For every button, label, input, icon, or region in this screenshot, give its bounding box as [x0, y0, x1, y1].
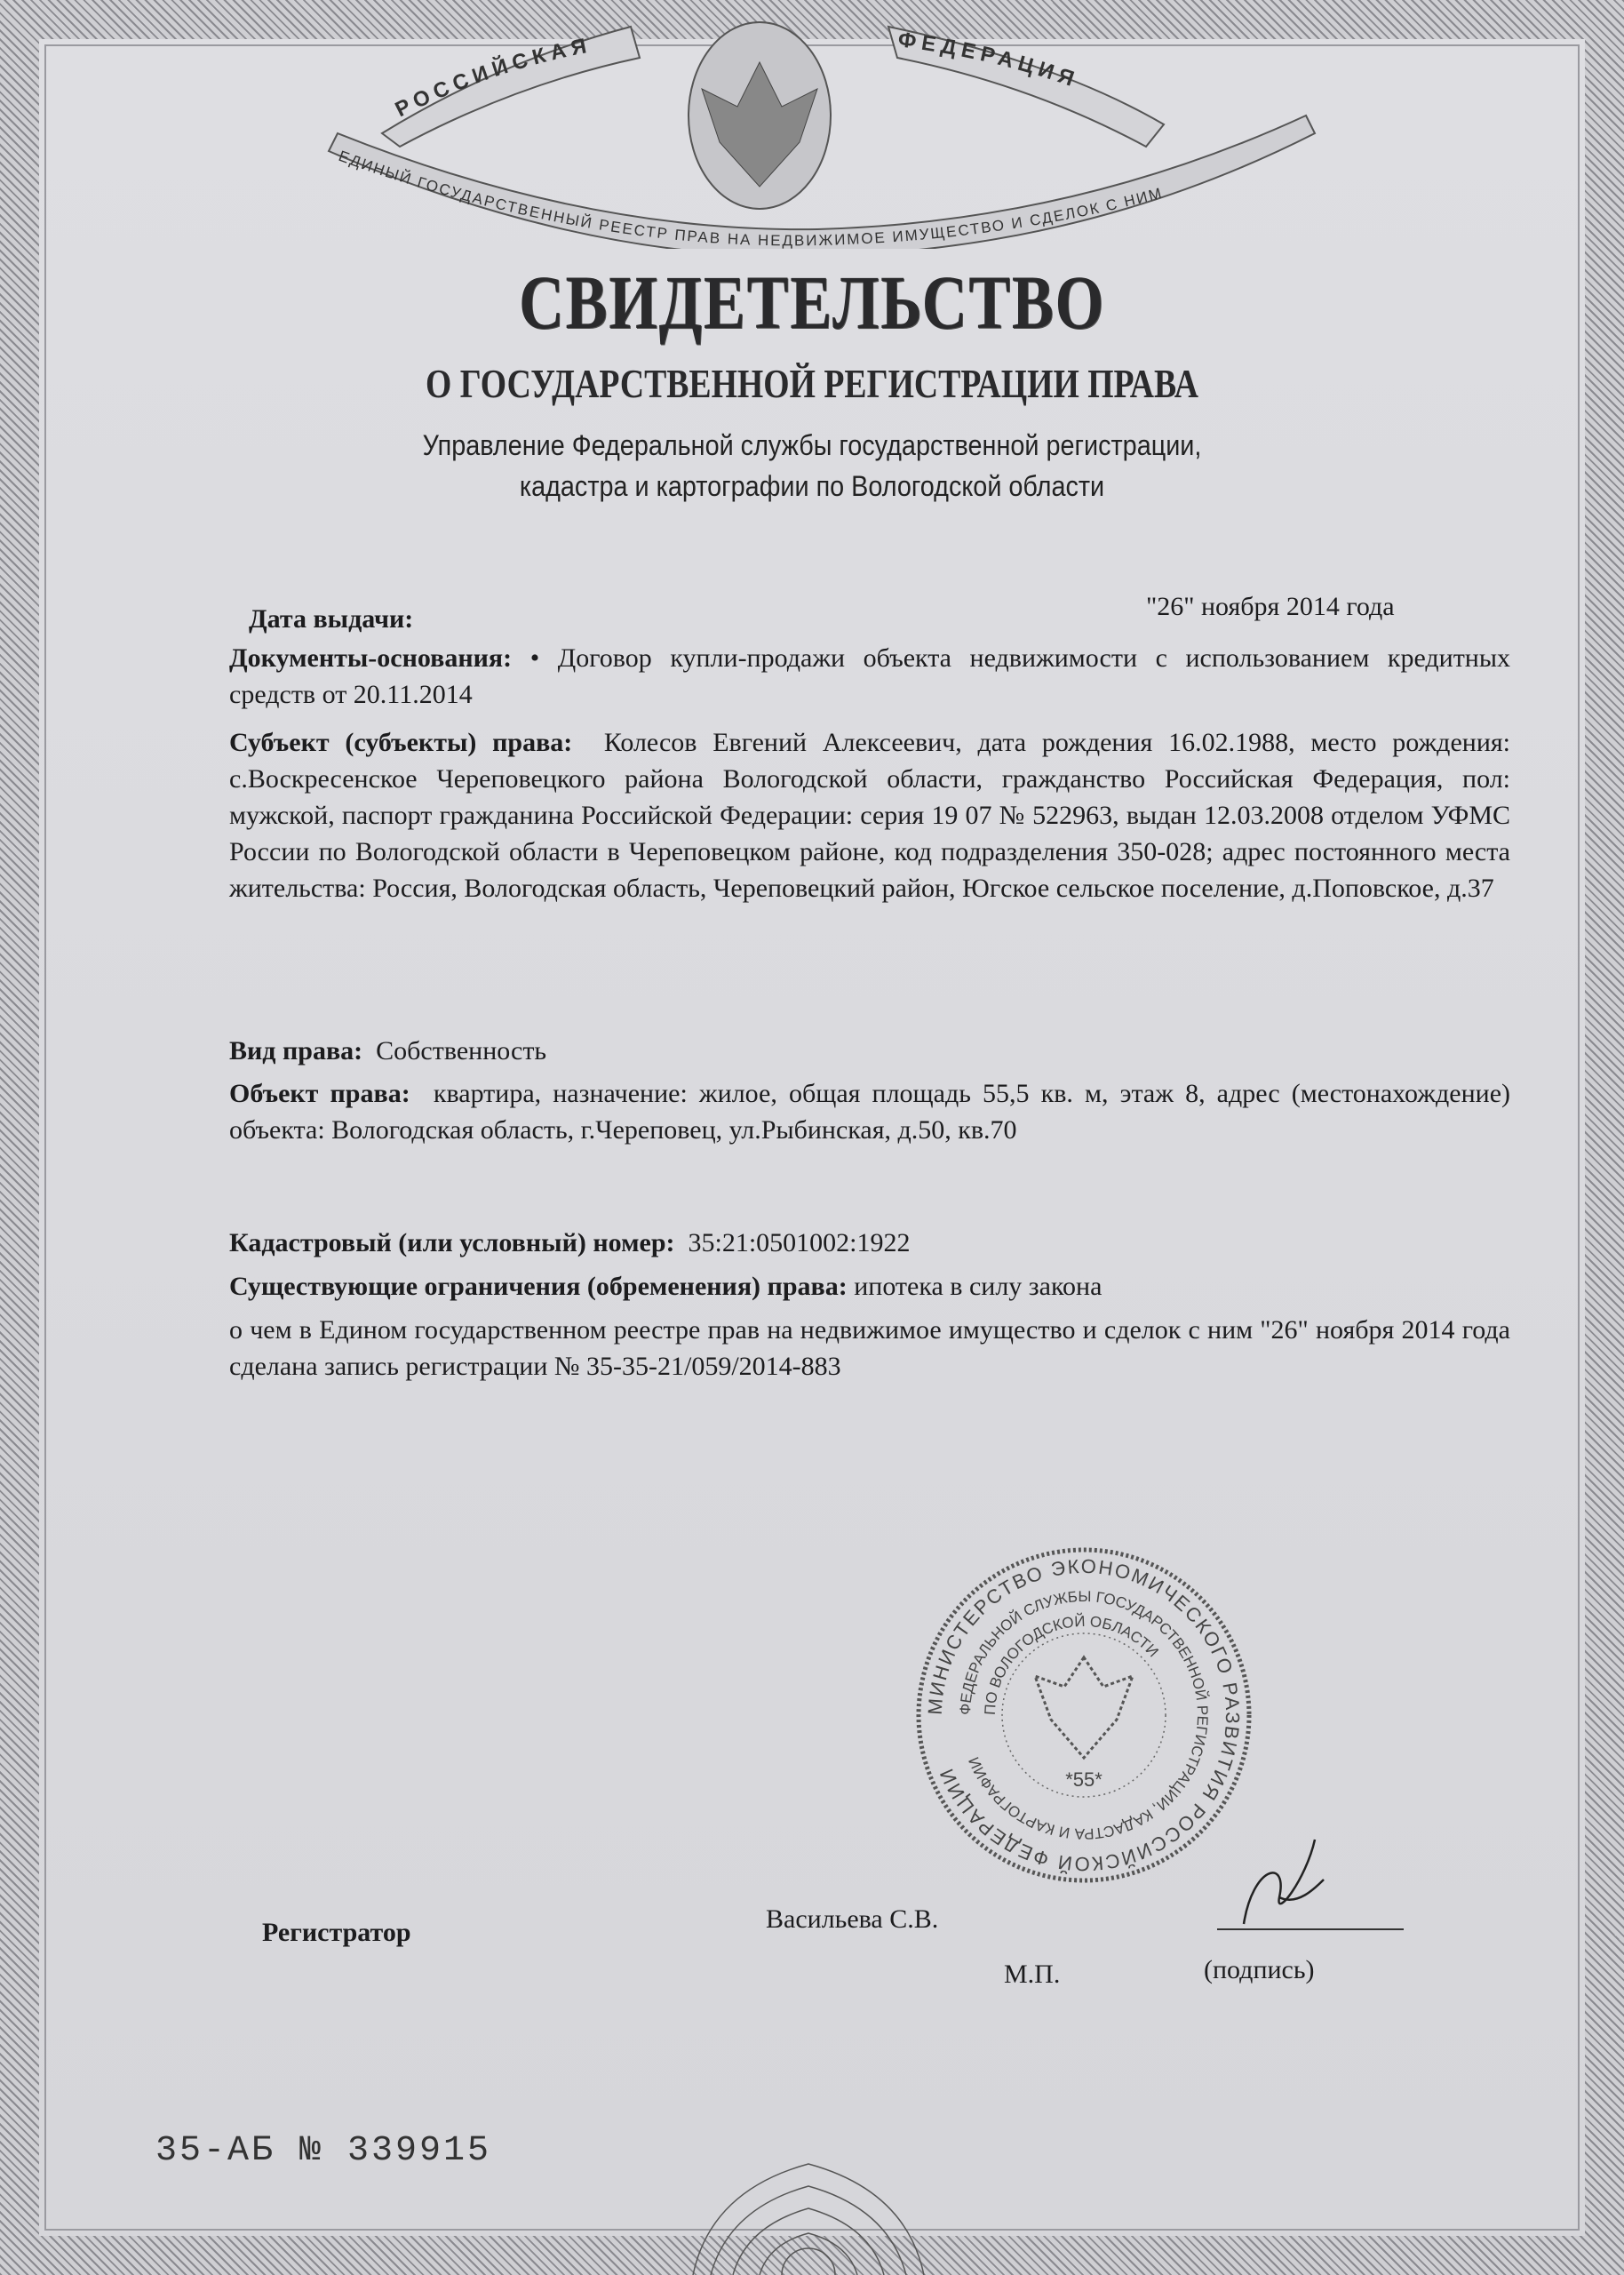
documents-label: Документы-основания: [229, 643, 513, 673]
stamp-middle-text: ФЕДЕРАЛЬНОЙ СЛУЖБЫ ГОСУДАРСТВЕННОЙ РЕГИСТРАЦИИ, КАДАСТРА И КАРТОГРАФИИ [956, 1587, 1212, 1843]
right-type-value: Собственность [376, 1036, 547, 1066]
state-emblem-ribbon [320, 18, 1324, 249]
double-headed-eagle-icon [689, 22, 831, 209]
subject-value: Колесов Евгений Алексеевич, дата рождения 16.02.1988, место рождения: с.Воскресенское Череповецкого района Вологодской области, гражданство Российская Федерация, пол: мужской, паспорт гражданина Российской Федерации: серия 19 07 № 522963, выдан 12.03.2008 отделом УФМС России по Вологодской области в Череповецком районе, код подразделения 350-028; адрес постоянного места жительства: Россия, Вологодская область, Череповецкий район, Югское сельское поселение, д.Поповское, д.37 [229, 728, 1511, 903]
signature-label: (подпись) [1204, 1955, 1315, 1984]
agency-line-1: Управление Федеральной службы государственной регистрации, [422, 429, 1202, 461]
encumbrance-value: ипотека в силу закона [854, 1272, 1103, 1301]
stamp-eagle-icon [1035, 1657, 1133, 1758]
object-of-right [229, 1075, 1510, 1148]
issue-date-label: Дата выдачи: [249, 604, 414, 634]
encumbrance-label: Существующие ограничения (обременения) права: [229, 1272, 848, 1301]
documents-value: • Договор купли-продажи объекта недвижимости с использованием кредитных средств от 20.11.2014 [229, 643, 1511, 709]
issuing-agency [81, 425, 1542, 507]
object-label: Объект права: [229, 1079, 410, 1108]
ribbon-right-text: ФЕДЕРАЦИЯ [896, 28, 1082, 93]
cadastral-value: 35:21:0501002:1922 [688, 1228, 911, 1257]
cadastral-number [229, 1225, 1510, 1261]
ribbon-bottom-text: ЕДИНЫЙ ГОСУДАРСТВЕННЫЙ РЕЕСТР ПРАВ НА НЕДВИЖИМОЕ ИМУЩЕСТВО И СДЕЛОК С НИМ [336, 147, 1166, 249]
guilloche-rosette [675, 2111, 942, 2275]
stamp-outer-text: МИНИСТЕРСТВО ЭКОНОМИЧЕСКОГО РАЗВИТИЯ РОССИЙСКОЙ ФЕДЕРАЦИИ [923, 1554, 1245, 1876]
registration-record: о чем в Едином государственном реестре прав на недвижимое имущество и сделок с ним "26" ноября 2014 года сделана запись регистрации № 35-35-21/059/2014-883 [229, 1315, 1510, 1381]
agency-line-2: кадастра и картографии по Вологодской области [519, 470, 1105, 502]
official-seal-stamp [915, 1546, 1253, 1884]
subject-of-right [229, 724, 1510, 906]
registrar-label: Регистратор [262, 1918, 411, 1947]
object-value: квартира, назначение: жилое, общая площадь 55,5 кв. м, этаж 8, адрес (местонахождение) объекта: Вологодская область, г.Череповец, ул.Рыбинская, д.50, кв.70 [229, 1079, 1511, 1145]
form-serial-number: 35-АБ № 339915 [155, 2131, 492, 2171]
handwritten-signature [1235, 1831, 1333, 1937]
ribbon-left-text: РОССИЙСКАЯ [391, 33, 594, 123]
stamp-inner-text: ПО ВОЛОГОДСКОЙ ОБЛАСТИ [981, 1612, 1162, 1716]
registrar-name: Васильева С.В. [766, 1904, 939, 1934]
document-title: СВИДЕТЕЛЬСТВО [518, 259, 1106, 345]
document-subtitle: О ГОСУДАРСТВЕННОЙ РЕГИСТРАЦИИ ПРАВА [425, 361, 1199, 406]
right-type-label: Вид права: [229, 1036, 363, 1066]
encumbrances [229, 1268, 1510, 1305]
cadastral-label: Кадастровый (или условный) номер: [229, 1228, 675, 1257]
right-type [229, 1033, 1510, 1069]
documents-basis [229, 640, 1510, 713]
subject-label: Субъект (субъекты) права: [229, 728, 573, 757]
seal-place-label: М.П. [1004, 1960, 1061, 1989]
issue-date-value: "26" ноября 2014 года [1146, 592, 1395, 621]
stamp-number: *55* [1065, 1768, 1103, 1791]
